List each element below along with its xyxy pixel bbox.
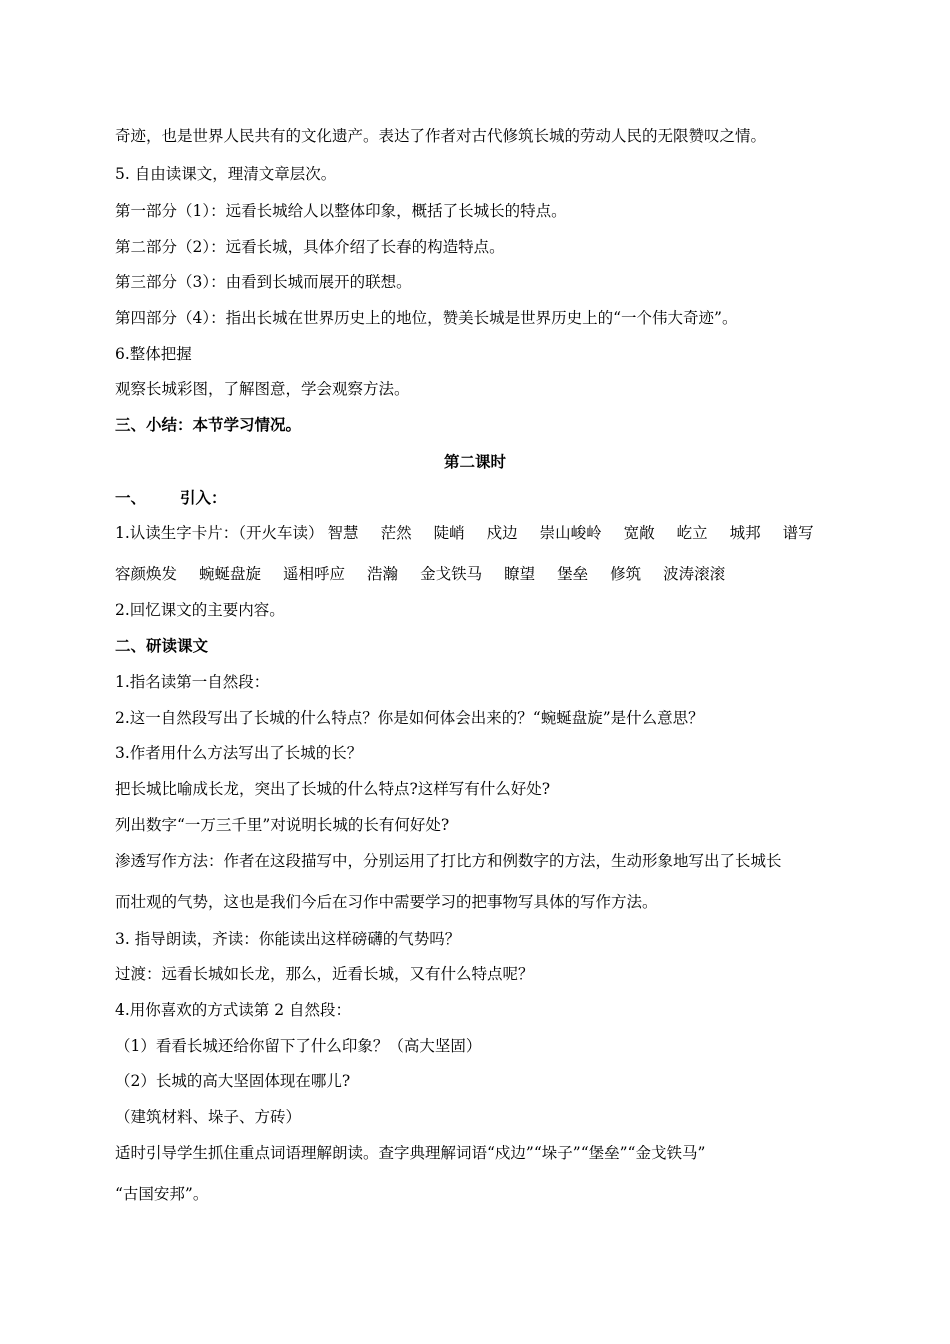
vocab-word: 宽敞 bbox=[623, 524, 655, 542]
list-item: 第一部分（1）：远看长城给人以整体印象，概括了长城长的特点。 bbox=[115, 202, 567, 220]
vocab-word: 崇山峻岭 bbox=[539, 524, 602, 542]
paragraph-line: “古国安邦”。 bbox=[115, 1185, 209, 1203]
vocab-word: 智慧 bbox=[327, 524, 359, 542]
vocab-word: 瞭望 bbox=[504, 565, 536, 583]
section-heading-number: 一、 bbox=[115, 488, 147, 507]
paragraph-line: 渗透写作方法：作者在这段描写中，分别运用了打比方和例数字的方法，生动形象地写出了长城长 bbox=[115, 852, 782, 870]
paragraph-line: （建筑材料、垛子、方砖） bbox=[115, 1108, 302, 1126]
list-item: 第四部分（4）：指出长城在世界历史上的地位，赞美长城是世界历史上的“一个伟大奇迹”。 bbox=[115, 309, 738, 327]
vocab-word: 戍边 bbox=[486, 524, 518, 542]
paragraph-line: 观察长城彩图，了解图意，学会观察方法。 bbox=[115, 380, 410, 398]
section-heading: 二、研读课文 bbox=[115, 636, 209, 655]
vocab-word: 陡峭 bbox=[433, 524, 465, 542]
vocab-word: 谱写 bbox=[782, 524, 814, 542]
paragraph-line: 列出数字“一万三千里”对说明长城的长有何好处? bbox=[115, 816, 450, 834]
vocab-word: 波涛滚滚 bbox=[663, 565, 726, 583]
list-item: 6.整体把握 bbox=[115, 345, 192, 363]
vocab-word: 遥相呼应 bbox=[283, 565, 346, 583]
vocab-word: 堡垒 bbox=[557, 565, 589, 583]
paragraph-line: 奇迹，也是世界人民共有的文化遗产。表达了作者对古代修筑长城的劳动人民的无限赞叹之情。 bbox=[115, 127, 767, 145]
vocab-word: 修筑 bbox=[610, 565, 642, 583]
vocab-word: 容颜焕发 bbox=[115, 565, 178, 583]
list-item: 5. 自由读课文，理清文章层次。 bbox=[115, 165, 337, 183]
paragraph-line: 而壮观的气势，这也是我们今后在习作中需要学习的把事物写具体的写作方法。 bbox=[115, 893, 658, 911]
vocab-row-2 bbox=[115, 564, 725, 584]
section-heading: 引入： bbox=[180, 488, 227, 507]
vocab-intro: 1.认读生字卡片：（开火车读） bbox=[115, 524, 324, 542]
list-item: 3.作者用什么方法写出了长城的长？ bbox=[115, 744, 363, 762]
list-item: 3. 指导朗读，齐读：你能读出这样磅礴的气势吗？ bbox=[115, 930, 461, 948]
list-item: 2.这一自然段写出了长城的什么特点？你是如何体会出来的？“蜿蜒盘旋”是什么意思？ bbox=[115, 709, 704, 727]
list-item: 2.回忆课文的主要内容。 bbox=[115, 601, 285, 619]
list-item: 1.指名读第一自然段： bbox=[115, 673, 270, 691]
vocab-word: 屹立 bbox=[676, 524, 708, 542]
vocab-word: 城邦 bbox=[729, 524, 761, 542]
list-item: 第二部分（2）：远看长城，具体介绍了长春的构造特点。 bbox=[115, 238, 505, 256]
lesson-title: 第二课时 bbox=[443, 452, 506, 471]
paragraph-line: 过渡：远看长城如长龙，那么，近看长城，又有什么特点呢？ bbox=[115, 965, 534, 983]
list-item: 4.用你喜欢的方式读第 2 自然段： bbox=[115, 1001, 352, 1019]
list-item: （2）长城的高大坚固体现在哪儿? bbox=[115, 1072, 351, 1090]
vocab-word: 金戈铁马 bbox=[420, 565, 483, 583]
vocab-word: 浩瀚 bbox=[367, 565, 399, 583]
paragraph-line: 把长城比喻成长龙，突出了长城的什么特点?这样写有什么好处? bbox=[115, 780, 551, 798]
paragraph-line: 适时引导学生抓住重点词语理解朗读。查字典理解词语“戍边”“垛子”“堡垒”“金戈铁马” bbox=[115, 1144, 706, 1162]
vocab-word: 茫然 bbox=[380, 524, 412, 542]
vocab-row-1 bbox=[115, 523, 814, 543]
vocab-word: 蜿蜒盘旋 bbox=[199, 565, 262, 583]
section-heading: 三、小结：本节学习情况。 bbox=[115, 415, 302, 434]
list-item: （1）看看长城还给你留下了什么印象？（高大坚固） bbox=[115, 1037, 482, 1055]
list-item: 第三部分（3）：由看到长城而展开的联想。 bbox=[115, 273, 412, 291]
